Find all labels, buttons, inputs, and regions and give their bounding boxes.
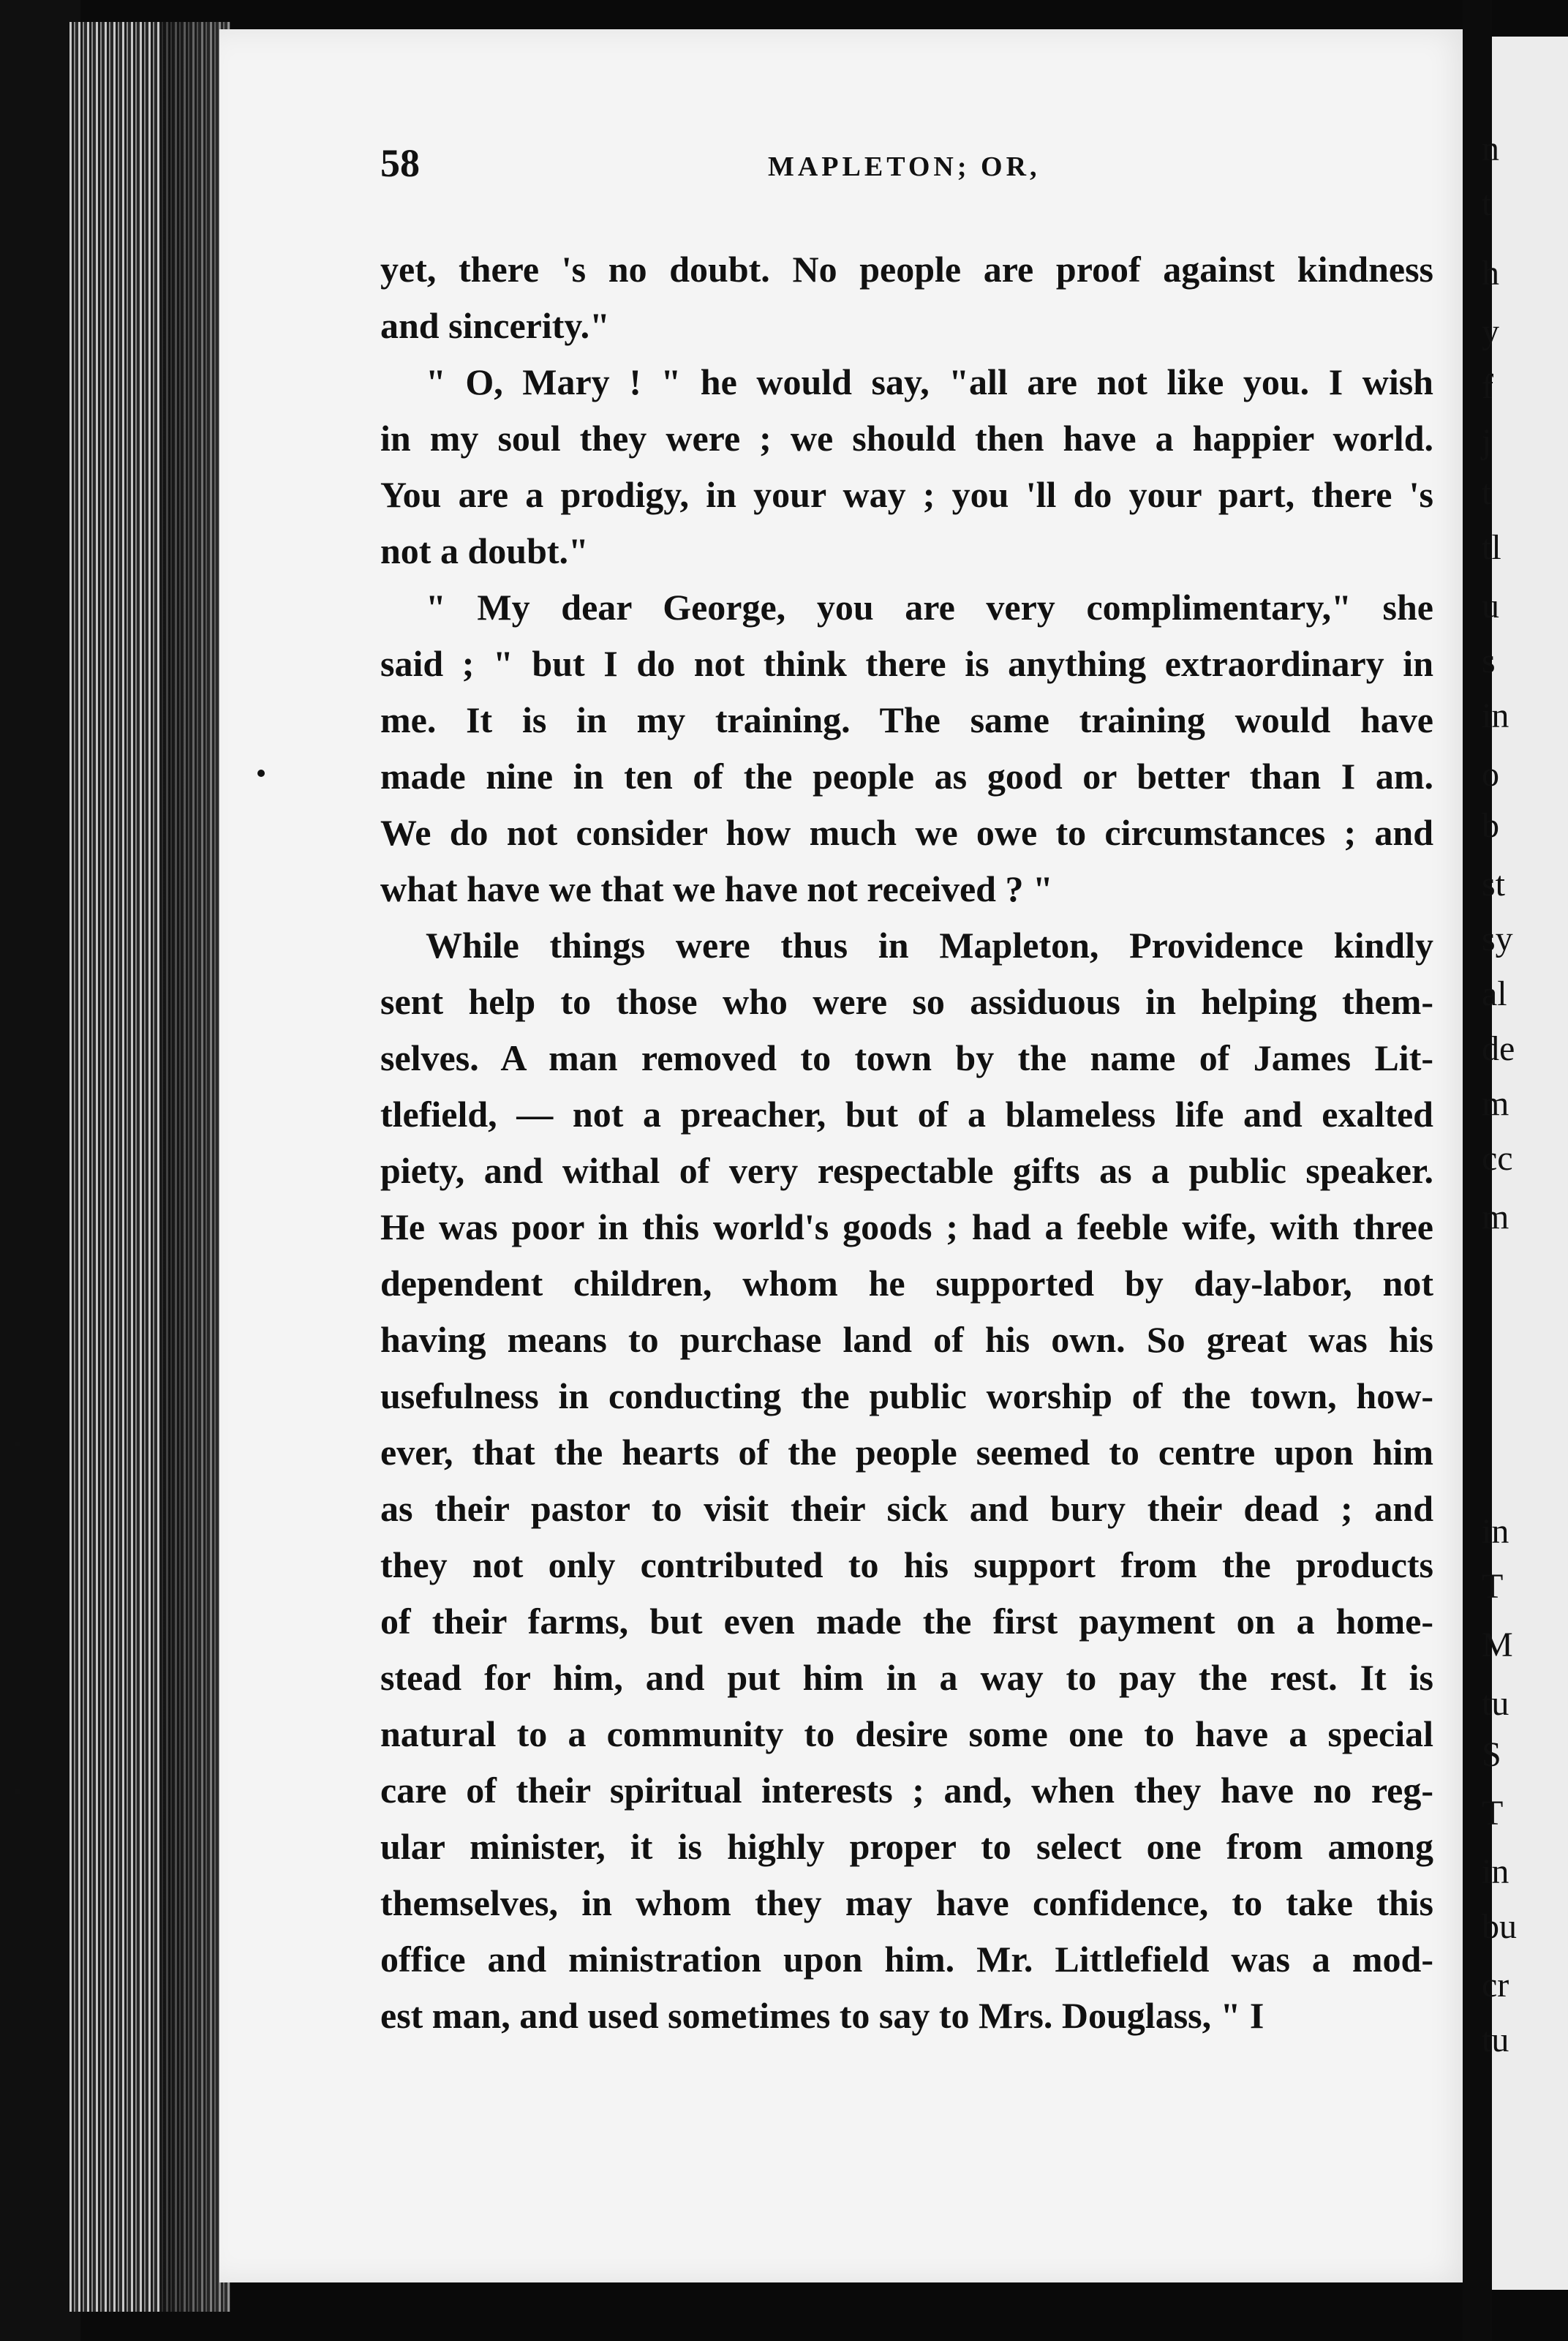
text-line: care of their spiritual interests ; and, when they have no reg-	[380, 1770, 1433, 1811]
text-line: stead for him, and put him in a way to pay the rest. It is	[380, 1657, 1433, 1698]
text-line: of their farms, but even made the first payment on a home-	[380, 1601, 1433, 1642]
text-line: natural to a community to desire some one to have a special	[380, 1713, 1433, 1754]
facing-page-fragment: tu	[1482, 1684, 1509, 1723]
facing-page-fragment: S	[1482, 1735, 1501, 1774]
text-line: You are a prodigy, in your way ; you 'll do your part, there 's	[380, 474, 1433, 515]
facing-page-fragment: u	[1482, 587, 1499, 625]
text-line: made nine in ten of the people as good or better than I am.	[380, 756, 1433, 797]
text-line: yet, there 's no doubt. No people are proof against kindness	[380, 249, 1433, 290]
text-line: office and ministration upon him. Mr. Littlefield was a mod-	[380, 1939, 1433, 1980]
facing-page-fragment: cr	[1482, 1966, 1509, 2004]
scan-speck	[257, 770, 265, 777]
facing-page-fragment: sy	[1482, 920, 1513, 958]
text-line: what have we that we have not received ? "	[380, 868, 1053, 909]
body-text	[380, 241, 1433, 2044]
facing-page-fragment: t	[1482, 184, 1492, 223]
facing-page-fragment: M	[1482, 1626, 1513, 1664]
facing-page-fragment: T	[1482, 1794, 1504, 1833]
scan-speck	[15, 1441, 20, 1447]
text-line: sent help to those who were so assiduous in helping them-	[380, 981, 1433, 1022]
facing-page-fragment: m	[1482, 1198, 1509, 1236]
text-line: me. It is in my training. The same training would have	[380, 699, 1433, 740]
text-line: " My dear George, you are very complimentary," she	[426, 587, 1433, 628]
facing-page-fragment: n	[1482, 129, 1499, 168]
facing-page-fragment: b	[1482, 806, 1499, 845]
text-line: While things were thus in Mapleton, Providence kindly	[426, 925, 1433, 966]
scan-speck	[15, 1789, 20, 1795]
facing-page-fragment: t	[1482, 473, 1492, 512]
text-line: dependent children, whom he supported by day-labor, not	[380, 1263, 1433, 1304]
facing-page-fragment: o	[1482, 755, 1499, 794]
left-book-edge	[0, 0, 80, 2341]
running-title: MAPLETON; OR,	[768, 151, 1041, 182]
text-line: as their pastor to visit their sick and bury their dead ; and	[380, 1488, 1433, 1529]
running-head	[380, 140, 1433, 192]
facing-page-fragment: st	[1482, 865, 1506, 903]
facing-page-fragment: j	[1482, 422, 1492, 461]
text-line: " O, Mary ! " he would say, "all are not like you. I wish	[426, 361, 1433, 402]
text-line: said ; " but I do not think there is anything extraordinary in	[380, 643, 1433, 684]
text-line: est man, and used sometimes to say to Mrs. Douglass, " I	[380, 1995, 1264, 2036]
text-line: tlefield, — not a preacher, but of a blameless life and exalted	[380, 1094, 1433, 1135]
facing-page-fragment: T	[1482, 1567, 1504, 1606]
facing-page-fragment: f	[1482, 367, 1493, 406]
facing-page-fragment: cc	[1482, 1139, 1513, 1178]
text-line: We do not consider how much we owe to circumstances ; and	[380, 812, 1433, 853]
facing-page-fragment: bu	[1482, 1907, 1517, 1946]
facing-page-fragment: in	[1482, 1512, 1509, 1551]
facing-page-fragment: de	[1482, 1029, 1515, 1068]
text-line: not a doubt."	[380, 530, 589, 571]
facing-page-fragment: in	[1482, 696, 1509, 735]
text-line: having means to purchase land of his own. So great was his	[380, 1319, 1433, 1360]
facing-page-fragment: s	[1482, 642, 1496, 680]
text-line: themselves, in whom they may have confidence, to take this	[380, 1882, 1433, 1923]
facing-page-fragment: al	[1482, 974, 1507, 1013]
text-line: He was poor in this world's goods ; had a feeble wife, with three	[380, 1206, 1433, 1247]
text-line: they not only contributed to his support from the products	[380, 1544, 1433, 1585]
text-line: piety, and withal of very respectable gifts as a public speaker.	[380, 1150, 1433, 1191]
facing-page-edge	[1482, 37, 1568, 2290]
facing-page-fragment: y	[1482, 312, 1499, 351]
facing-page-fragment: h	[1482, 254, 1499, 293]
text-line: ever, that the hearts of the people seemed to centre upon him	[380, 1432, 1433, 1473]
facing-page-fragment: m	[1482, 1084, 1509, 1123]
text-line: in my soul they were ; we should then have a happier world.	[380, 418, 1433, 459]
facing-page-fragment: in	[1482, 1852, 1509, 1891]
facing-page-fragment: tl	[1482, 528, 1501, 567]
text-line: and sincerity."	[380, 305, 610, 346]
text-line: selves. A man removed to town by the name of James Lit-	[380, 1037, 1433, 1078]
text-line: usefulness in conducting the public worship of the town, how-	[380, 1375, 1433, 1416]
page-number: 58	[380, 141, 420, 185]
text-line: ular minister, it is highly proper to select one from among	[380, 1826, 1433, 1867]
facing-page-fragment: tu	[1482, 2021, 1509, 2059]
